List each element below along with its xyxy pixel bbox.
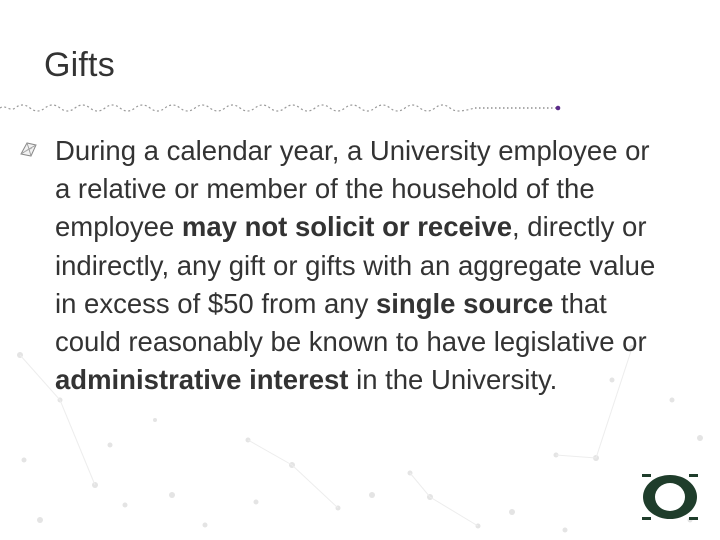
paper-doc-icon xyxy=(18,140,40,160)
body-segment-bold: administrative interest xyxy=(55,364,349,396)
university-o-logo xyxy=(640,472,700,522)
title-divider xyxy=(0,100,565,116)
body-segment: During a calendar year, a University employee or a relative or member of the household of the employee xyxy=(55,135,650,243)
body-segment-bold: may not solicit or receive xyxy=(181,211,513,243)
body-segment: in the University. xyxy=(348,364,558,396)
bullet-paragraph xyxy=(55,132,665,399)
slide-title: Gifts xyxy=(44,46,115,84)
body-segment: that could reasonably be known to have legislative or xyxy=(55,287,647,358)
body-segment: , directly or indirectly, any gift or gifts with an aggregate value in excess of $50 from any xyxy=(55,211,656,319)
body-segment-bold: single source xyxy=(376,287,554,319)
